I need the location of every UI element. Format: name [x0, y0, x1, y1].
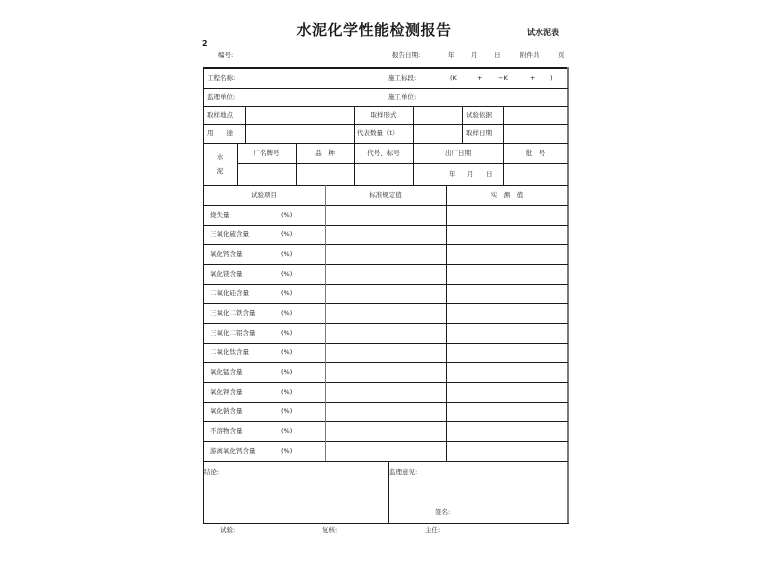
variety-header: 品 种: [315, 149, 335, 157]
report-year: 年: [448, 51, 455, 59]
rule: [446, 185, 447, 461]
rule: [203, 402, 568, 403]
project-name-label: 工程名称:: [207, 74, 236, 82]
section-plus-2: +: [530, 74, 536, 82]
rule: [203, 323, 568, 324]
factory-brand-header: 厂名牌号: [253, 149, 280, 157]
rule: [203, 362, 568, 363]
rule: [245, 106, 246, 143]
test-row-item: 二氧化硅含量: [210, 289, 249, 297]
cement-label-1: 水: [216, 153, 224, 161]
rule: [203, 264, 568, 265]
table-left-border: [203, 67, 204, 524]
chief-label: 主任:: [425, 526, 441, 534]
test-row-item: 氧化钠含量: [210, 407, 243, 415]
batch-number-header: 批 号: [525, 149, 546, 157]
test-row-unit: (%): [281, 388, 293, 396]
report-day: 日: [494, 51, 501, 59]
rule: [203, 244, 568, 245]
sampling-site-label: 取样地点: [207, 111, 233, 119]
section-label: 施工标段:: [388, 74, 417, 82]
test-basis-label: 试验依据: [466, 111, 492, 119]
reviewer-label: 复核:: [322, 526, 338, 534]
rule: [203, 284, 568, 285]
test-row-unit: (%): [281, 309, 293, 317]
factory-date-day: 日: [486, 170, 493, 178]
test-row-unit: (%): [281, 407, 293, 415]
sampling-form-label: 取样形式: [370, 111, 397, 119]
test-row-item: 三氧化硫含量: [210, 230, 249, 238]
test-row-unit: (%): [281, 329, 293, 337]
test-row-item: 三氧化二铝含量: [210, 329, 256, 337]
test-row-item: 氧化锰含量: [210, 368, 243, 376]
rule: [325, 185, 326, 461]
rule: [203, 88, 568, 89]
rule: [203, 143, 568, 144]
section-plus-1: +: [477, 74, 483, 82]
serial-label: 编号:: [218, 51, 234, 59]
factory-date-month: 月: [467, 170, 474, 178]
pages-unit: 页: [558, 51, 565, 59]
rule: [203, 185, 568, 186]
test-row-unit: (%): [281, 270, 293, 278]
test-row-unit: (%): [281, 447, 293, 455]
rule: [203, 225, 568, 226]
report-month: 月: [471, 51, 478, 59]
table-top-border: [203, 67, 569, 69]
factory-date-header: 出厂日期: [445, 149, 471, 157]
sampling-date-label: 取样日期: [466, 129, 492, 137]
test-item-header: 试验项目: [251, 191, 277, 199]
measured-value-header: 实 测 值: [490, 191, 524, 199]
rule: [203, 106, 568, 107]
document-title: 水泥化学性能检测报告: [296, 21, 452, 39]
test-row-unit: (%): [281, 289, 293, 297]
rule: [203, 461, 568, 462]
test-row-item: 氧化镁含量: [210, 270, 243, 278]
usage-label: 用 途: [207, 129, 233, 137]
rule: [203, 441, 568, 442]
factory-date-year: 年: [449, 170, 456, 178]
rule: [503, 106, 504, 143]
test-row-unit: (%): [281, 368, 293, 376]
report-date-label: 报告日期:: [392, 51, 421, 59]
form-code: 试水泥表: [527, 28, 559, 37]
test-row-unit: (%): [281, 230, 293, 238]
section-dash-k: −K: [498, 74, 508, 82]
contractor-label: 施工单位:: [388, 93, 417, 101]
test-row-item: 氧化钾含量: [210, 388, 243, 396]
section-open: (K: [450, 74, 457, 82]
code-grade-header: 代号、标号: [367, 149, 400, 157]
test-row-unit: (%): [281, 427, 293, 435]
standard-value-header: 标准规定值: [369, 191, 402, 199]
rule: [237, 163, 568, 164]
test-row-item: 不溶物含量: [210, 427, 243, 435]
table-right-border: [567, 67, 569, 524]
test-row-unit: (%): [281, 348, 293, 356]
conclusion-label: 结论:: [204, 468, 220, 476]
rule: [413, 106, 414, 143]
quantity-label: 代表数量（t）: [357, 129, 399, 137]
rule: [203, 343, 568, 344]
cement-label-2: 泥: [216, 167, 224, 175]
supervisor-opinion-label: 监理意见:: [389, 468, 418, 476]
signature-label: 签名:: [435, 508, 451, 516]
supervisor-label: 监理单位:: [207, 93, 236, 101]
rule: [203, 205, 568, 206]
test-row-item: 氧化钙含量: [210, 250, 243, 258]
rule: [462, 106, 463, 143]
rule: [203, 124, 568, 125]
test-row-item: 游离氧化钙含量: [210, 447, 256, 455]
tester-label: 试验:: [220, 526, 236, 534]
test-row-item: 二氧化钛含量: [210, 348, 249, 356]
rule: [203, 303, 568, 304]
rule: [203, 421, 568, 422]
test-row-unit: (%): [281, 211, 293, 219]
attachment-label: 附件共: [520, 51, 540, 59]
table-bottom-border: [203, 523, 569, 524]
page-number: 2: [202, 39, 208, 48]
section-close: ): [550, 74, 553, 82]
test-row-item: 三氧化二铁含量: [210, 309, 256, 317]
rule: [203, 382, 568, 383]
test-row-unit: (%): [281, 250, 293, 258]
test-row-item: 烧失量: [210, 211, 230, 219]
